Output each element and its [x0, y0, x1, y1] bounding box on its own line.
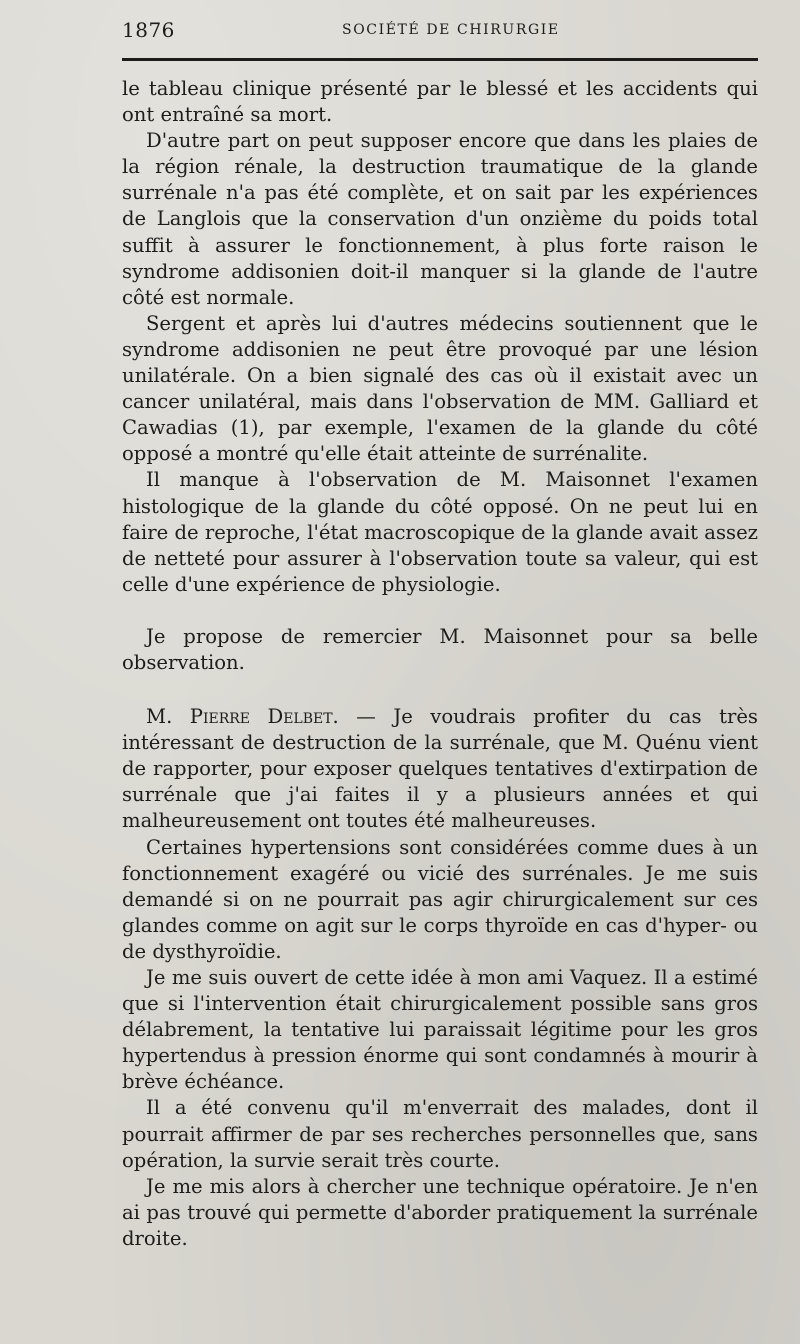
paragraph: Certaines hypertensions sont considérées comme dues à un fonctionnement exagéré ou vicié des surrénales. Je me suis demandé si on ne pourrait pas agir chirurgicalement sur ces glandes comme on agit sur le corps thyroïde en cas d'hyper- ou de dysthyroïdie. [122, 835, 758, 963]
running-head: SOCIÉTÉ DE CHIRURGIE [342, 22, 560, 38]
page-header [122, 18, 758, 44]
paragraph: le tableau clinique présenté par le blessé et les accidents qui ont entraîné sa mort. [122, 77, 758, 127]
page-number: 1876 [122, 18, 175, 42]
header-rule [122, 58, 758, 61]
speaker-text: Je voudrais profiter du cas très intéressant de destruction de la surrénale, que M. Quénu vient de rapporter, pour exposer quelques tentatives d'extirpation de surrénale que j'ai faites il y a plusieurs années et qui malheureusement ont toutes été malheureuses. [122, 705, 758, 833]
paragraph: Sergent et après lui d'autres médecins soutiennent que le syndrome addisonien ne peut être provoqué par une lésion unilatérale. On a bien signalé des cas où il existait avec un cancer unilatéral, mais dans l'observation de MM. Galliard et Cawadias (1), par exemple, l'examen de la glande du côté opposé a montré qu'elle était atteinte de surrénalite. [122, 311, 758, 466]
paragraph: Je propose de remercier M. Maisonnet pour sa belle observation. [122, 624, 758, 674]
paragraph: D'autre part on peut supposer encore que dans les plaies de la région rénale, la destruction traumatique de la glande surrénale n'a pas été complète, et on sait par les expériences de Langlois que la conservation d'un onzième du poids total suffit à assurer le fonctionnement, à plus forte raison le syndrome addisonien doit-il manquer si la glande de l'autre côté est normale. [122, 129, 758, 309]
paragraph: Je me suis ouvert de cette idée à mon ami Vaquez. Il a estimé que si l'intervention était chirurgicalement possible sans gros délabrement, la tentative lui paraissait légitime pour les gros hypertendus à pression énorme qui sont condamnés à mourir à brève échéance. [122, 966, 758, 1094]
paragraph: Il a été convenu qu'il m'enverrait des malades, dont il pourrait affirmer de par ses recherches personnelles que, sans opération, la survie serait très courte. [122, 1096, 758, 1172]
speaker-dash: — [356, 705, 376, 729]
paragraph: Il manque à l'observation de M. Maisonnet l'examen histologique de la glande du côté opposé. On ne peut lui en faire de reproche, l'état macroscopique de la glande avait assez de netteté pour assurer à l'observation toute sa valeur, qui est celle d'une expérience de physiologie. [122, 468, 758, 596]
speaker-paragraph [122, 704, 758, 834]
spacer [122, 676, 758, 704]
paragraph: Je me mis alors à chercher une technique opératoire. Je n'en ai pas trouvé qui permette d'aborder pratiquement la surrénale droite. [122, 1174, 758, 1250]
speaker-name: M. Pierre Delbet. [146, 705, 339, 729]
spacer [122, 598, 758, 624]
body-text [122, 76, 758, 1252]
